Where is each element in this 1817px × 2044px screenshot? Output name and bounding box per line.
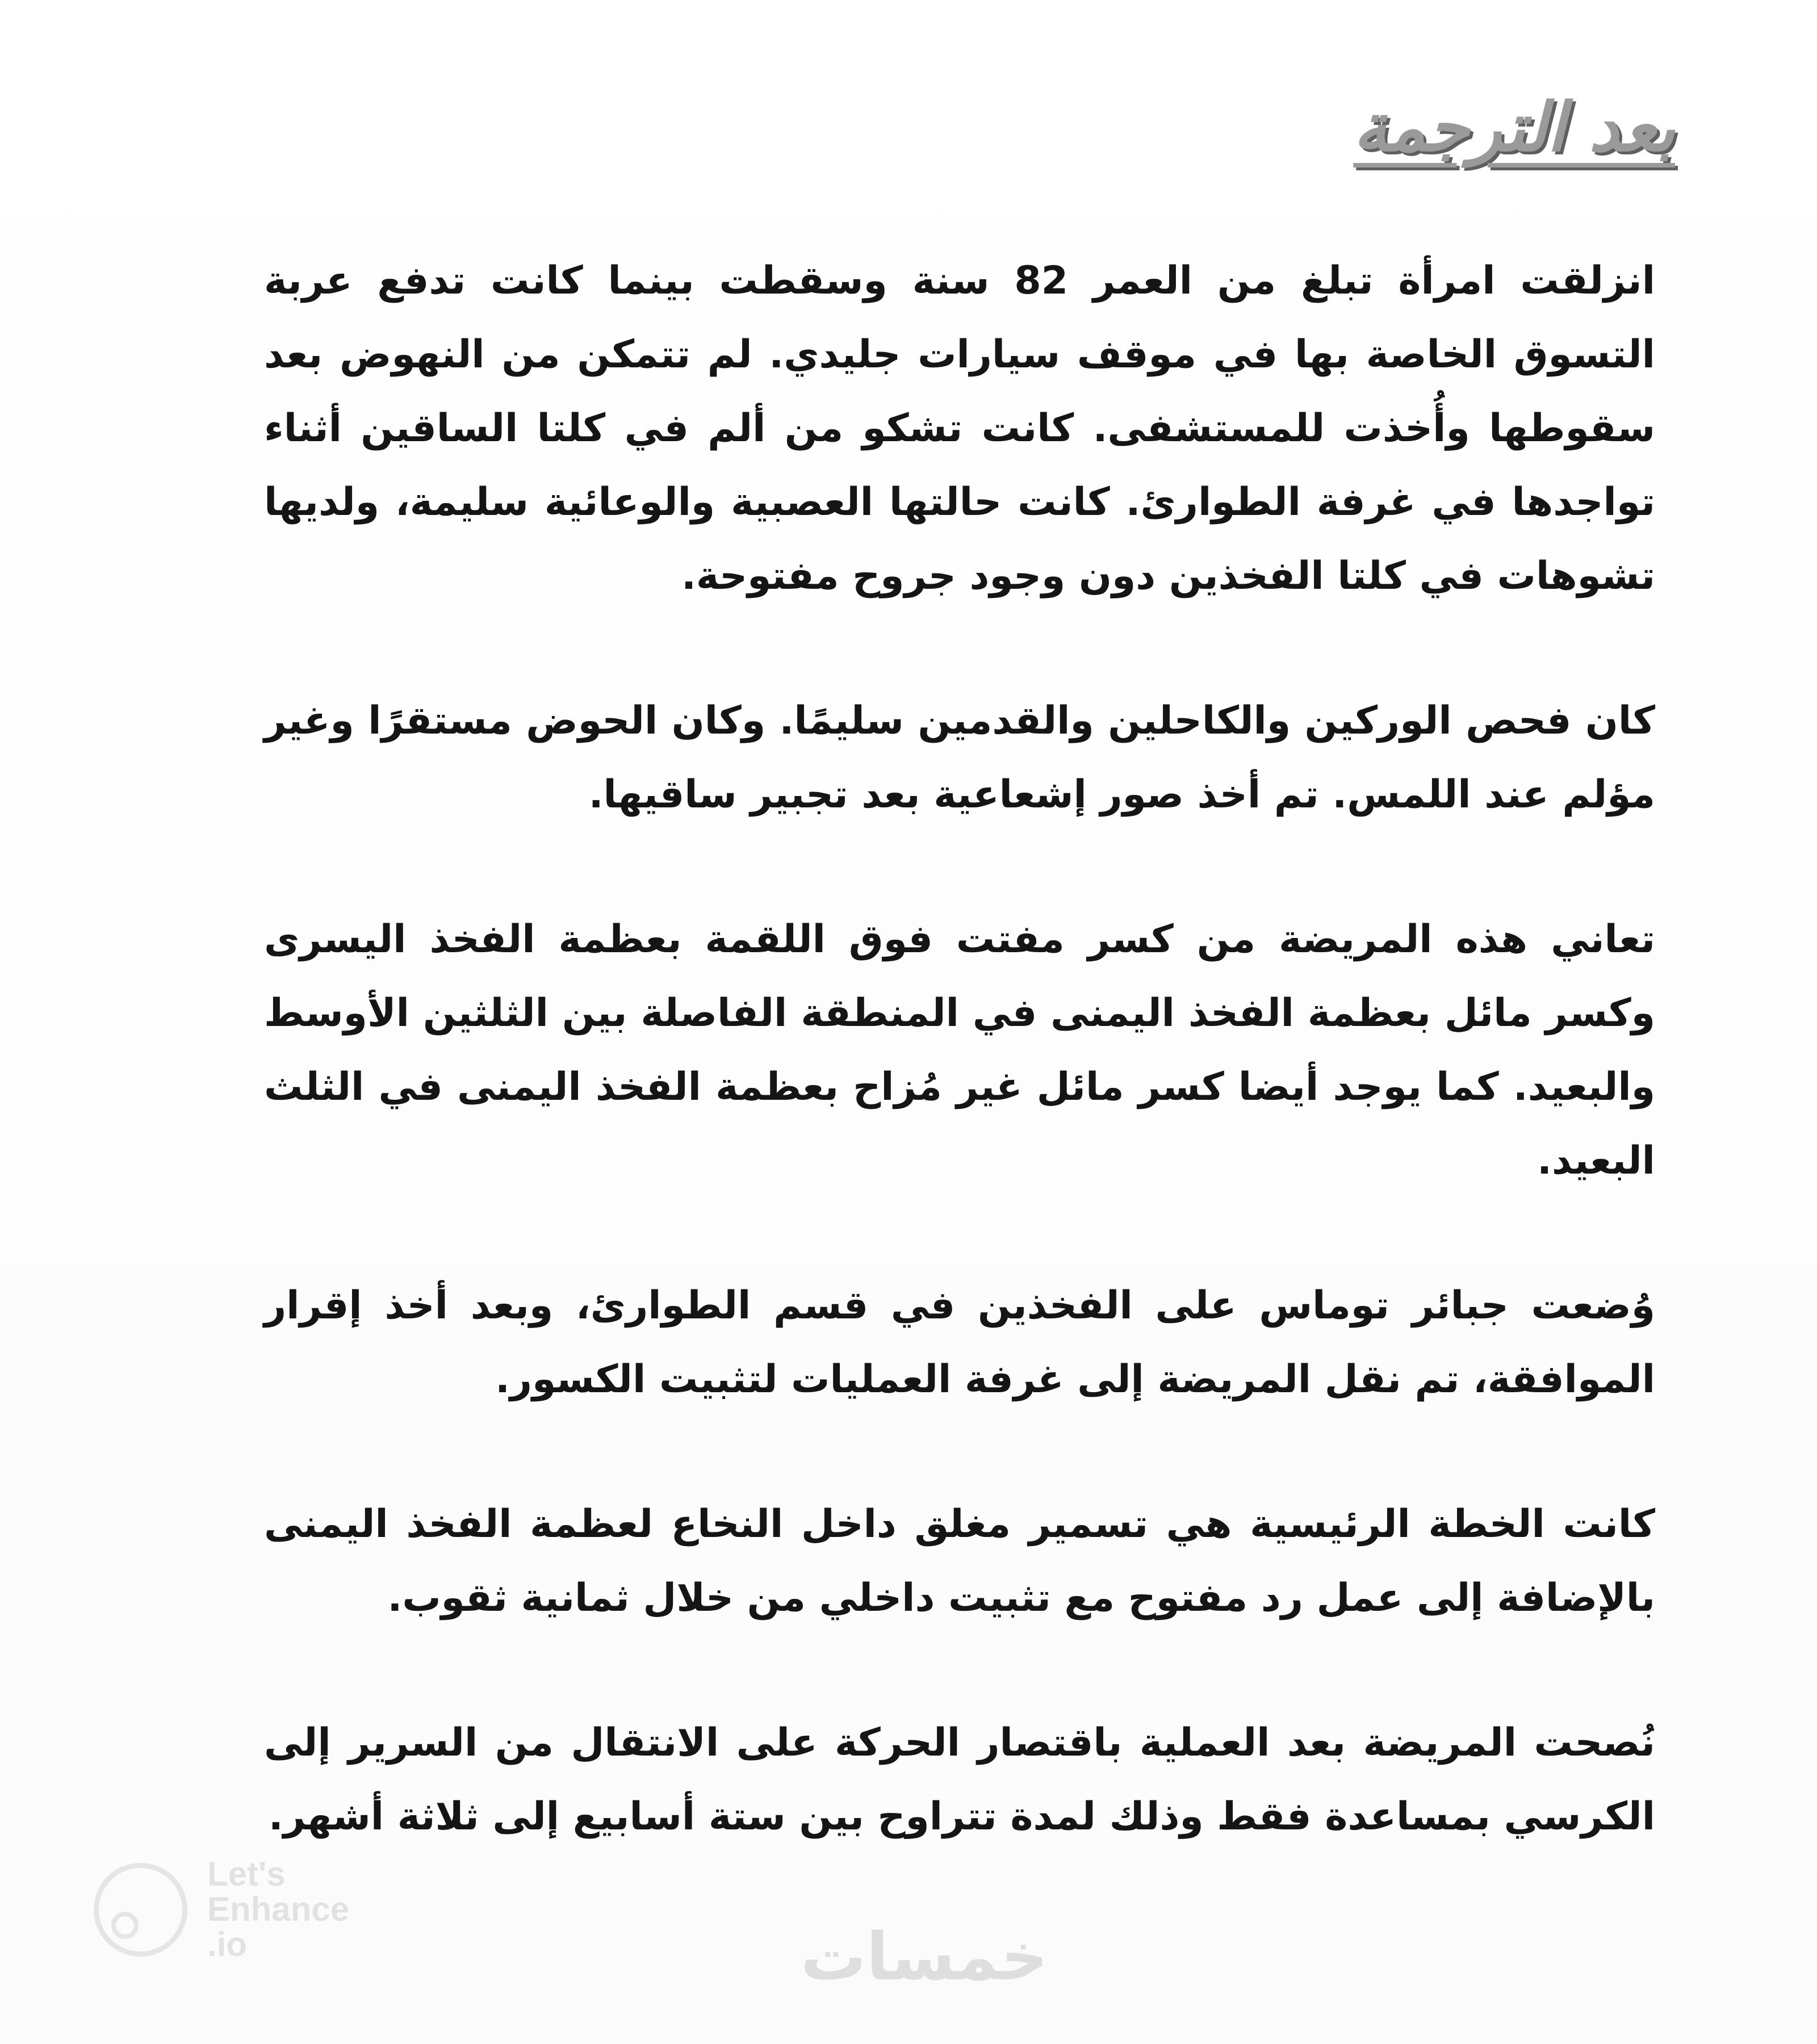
paragraph-5: كانت الخطة الرئيسية هي تسمير مغلق داخل النخاع لعظمة الفخذ اليمنى بالإضافة إلى عمل رد مفتوح مع تثبيت داخلي من خلال ثمانية ثقوب. — [264, 1502, 1655, 1620]
enhancer-watermark — [94, 1857, 349, 1962]
paragraph-2: كان فحص الوركين والكاحلين والقدمين سليمًا. وكان الحوض مستقرًا وغير مؤلم عند اللمس. تم أخذ صور إشعاعية بعد تجبير ساقيها. — [264, 698, 1655, 817]
paragraph-4: وُضعت جبائر توماس على الفخذين في قسم الطوارئ، وبعد أخذ إقرار الموافقة، تم نقل المريضة إلى غرفة العمليات لتثبيت الكسور. — [264, 1283, 1655, 1402]
paragraph-3: تعاني هذه المريضة من كسر مفتت فوق اللقمة بعظمة الفخذ اليسرى وكسر مائل بعظمة الفخذ اليمنى في المنطقة الفاصلة بين الثلثين الأوسط والبعيد. كما يوجد أيضا كسر مائل غير مُزاح بعظمة الفخذ اليمنى في الثلث البعيد. — [264, 917, 1655, 1183]
document-body — [264, 244, 1655, 1925]
enhancer-watermark-text: Let's Enhance .io — [207, 1855, 350, 1963]
document-title: بعد الترجمة — [1353, 88, 1675, 166]
paragraph-1: انزلقت امرأة تبلغ من العمر 82 سنة وسقطت بينما كانت تدفع عربة التسوق الخاصة بها في موقف سيارات جليدي. لم تتمكن من النهوض بعد سقوطها وأُخذت للمستشفى. كانت تشكو من ألم في كلتا الساقين أثناء تواجدها في غرفة الطوارئ. كانت حالتها العصبية والوعائية سليمة، ولديها تشوهات في كلتا الفخذين دون وجود جروح مفتوحة. — [264, 258, 1656, 598]
paragraph-6: نُصحت المريضة بعد العملية باقتصار الحركة على الانتقال من السرير إلى الكرسي بمساعدة فقط وذلك لمدة تتراوح بين ستة أسابيع إلى ثلاثة أشهر. — [264, 1720, 1655, 1839]
enhancer-logo-icon — [94, 1863, 187, 1957]
site-watermark: خمسات — [801, 1919, 1048, 1995]
